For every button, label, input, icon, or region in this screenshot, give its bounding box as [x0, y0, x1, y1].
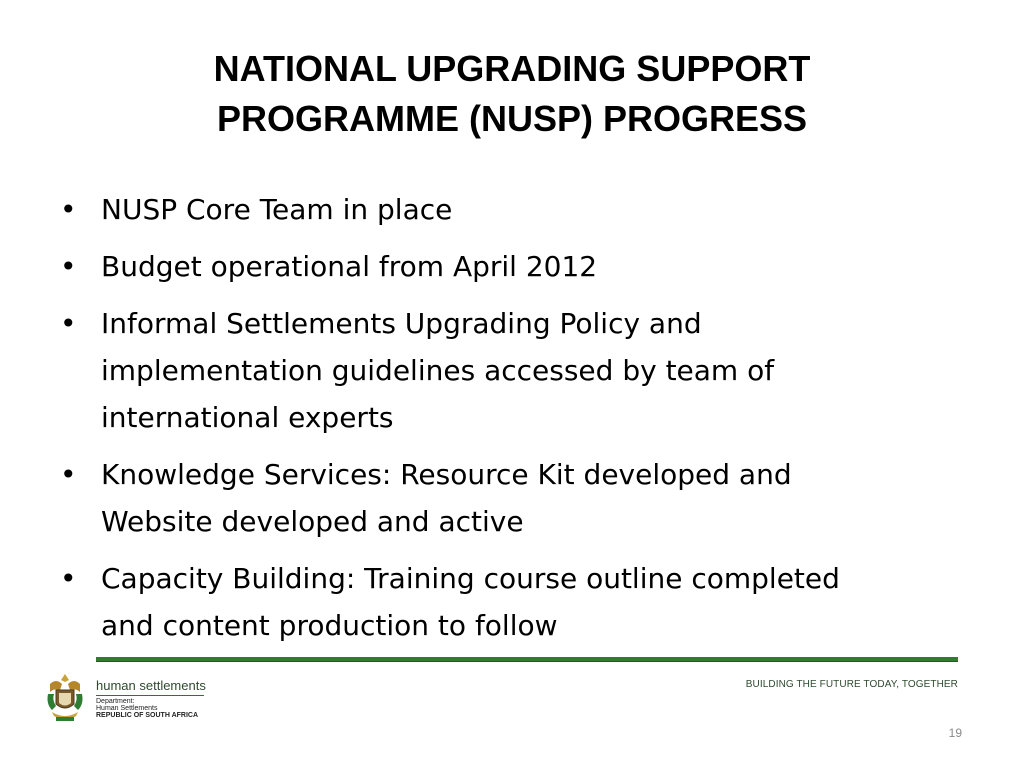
slide-title-line-1: NATIONAL UPGRADING SUPPORT	[213, 48, 811, 89]
bullet-list	[60, 186, 960, 659]
bullet-dot-icon: •	[60, 307, 77, 340]
bullet-text: Capacity Building: Training course outline completed	[101, 562, 840, 595]
bullet-text: NUSP Core Team in place	[101, 193, 453, 226]
page-number: 19	[948, 726, 962, 740]
brand-divider	[96, 695, 204, 696]
footer-divider	[96, 657, 958, 662]
country-name: REPUBLIC OF SOUTH AFRICA	[96, 712, 199, 719]
bullet-text: Budget operational from April 2012	[101, 250, 598, 283]
bullet-dot-icon: •	[60, 562, 77, 595]
slide-title	[60, 44, 964, 144]
bullet-item	[60, 300, 960, 441]
bullet-text: Knowledge Services: Resource Kit developed and	[101, 458, 792, 491]
bullet-dot-icon: •	[60, 250, 77, 283]
coat-of-arms-icon	[42, 670, 88, 726]
bullet-text: Website developed and active	[101, 505, 524, 538]
bullet-dot-icon: •	[60, 193, 77, 226]
brand-name: human settlements	[96, 678, 206, 693]
bullet-item	[60, 555, 960, 649]
slide-title-line-2: PROGRAMME (NUSP) PROGRESS	[216, 98, 808, 139]
department-label: Department:	[96, 698, 135, 705]
bullet-text: implementation guidelines accessed by team of	[101, 354, 775, 387]
bullet-dot-icon: •	[60, 458, 77, 491]
footer-tagline: BUILDING THE FUTURE TODAY, TOGETHER	[745, 679, 958, 690]
bullet-item	[60, 186, 960, 233]
bullet-text: international experts	[101, 401, 394, 434]
department-name: Human Settlements	[96, 705, 158, 712]
bullet-text: and content production to follow	[101, 609, 558, 642]
bullet-text: Informal Settlements Upgrading Policy and	[101, 307, 702, 340]
bullet-item	[60, 451, 960, 545]
bullet-item	[60, 243, 960, 290]
